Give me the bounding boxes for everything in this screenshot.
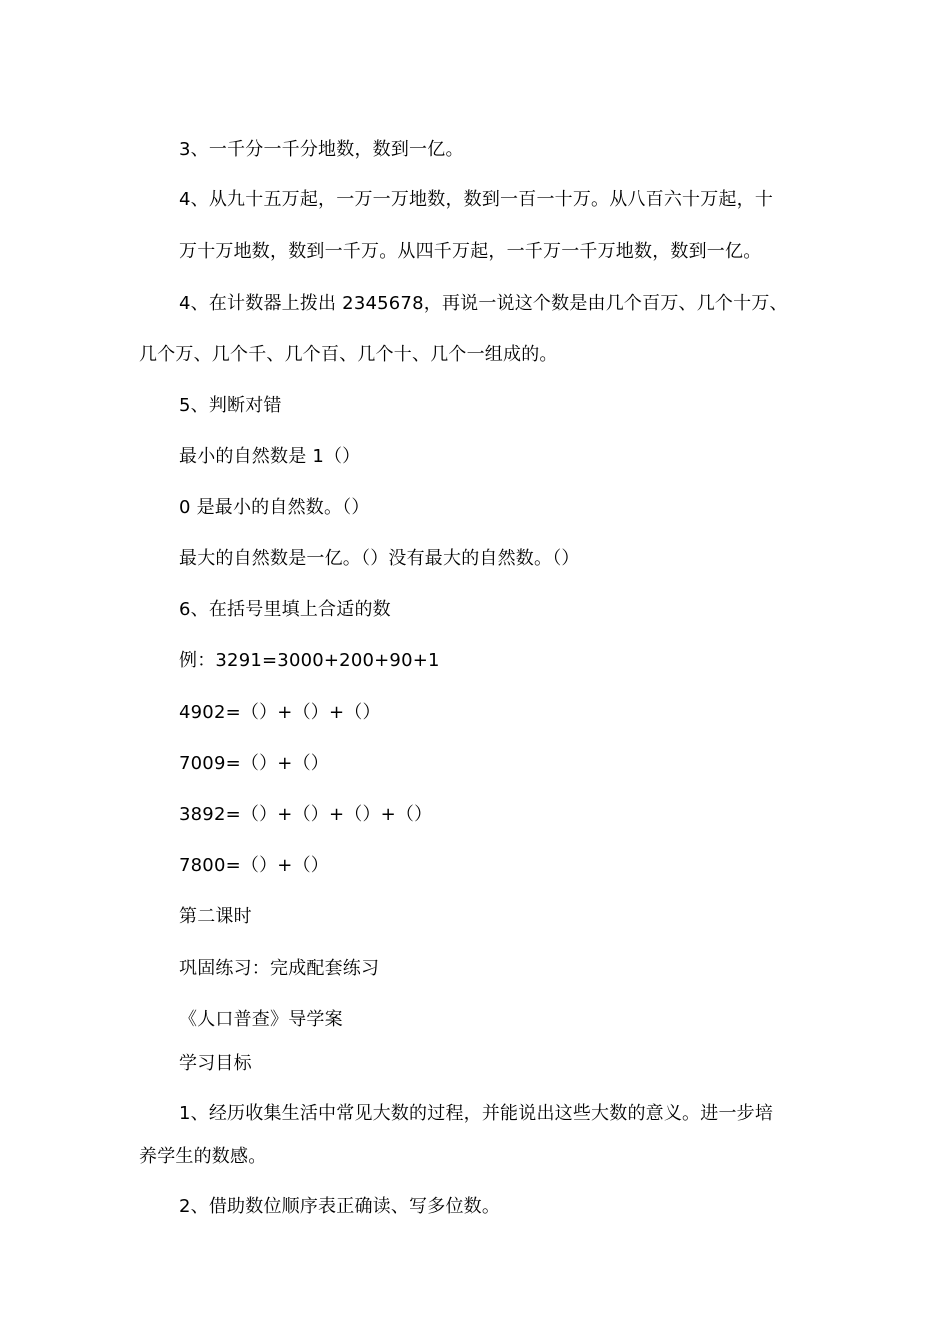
lesson-two-heading: 第二课时 bbox=[179, 906, 252, 927]
section-heading-true-false: 5、判断对错 bbox=[179, 395, 282, 416]
text-line-abacus-2: 几个万、几个千、几个百、几个十、几个一组成的。 bbox=[139, 344, 558, 365]
practice-line: 巩固练习：完成配套练习 bbox=[179, 958, 380, 979]
goal-1-line-1: 1、经历收集生活中常见大数的过程，并能说出这些大数的意义。进一步培 bbox=[179, 1103, 774, 1124]
question-zero-smallest: 0 是最小的自然数。（） bbox=[179, 497, 370, 518]
text-line-count-ranges-2: 万十万地数，数到一千万。从四千万起，一千万一千万地数，数到一亿。 bbox=[179, 241, 762, 262]
question-largest-natural: 最大的自然数是一亿。（）没有最大的自然数。（） bbox=[179, 548, 580, 569]
goal-2-line: 2、借助数位顺序表正确读、写多位数。 bbox=[179, 1196, 501, 1217]
section-heading-fill-numbers: 6、在括号里填上合适的数 bbox=[179, 599, 391, 620]
guide-title: 《人口普查》导学案 bbox=[179, 1009, 343, 1030]
text-line-count-to-yi: 3、一千分一千分地数，数到一亿。 bbox=[179, 139, 464, 160]
example-line: 例：3291=3000+200+90+1 bbox=[179, 650, 440, 671]
text-line-abacus-1: 4、在计数器上拨出 2345678，再说一说这个数是由几个百万、几个十万、 bbox=[179, 293, 788, 314]
exercise-7800: 7800=（）+（） bbox=[179, 855, 329, 876]
question-smallest-natural-1: 最小的自然数是 1（） bbox=[179, 446, 361, 467]
learning-goals-heading: 学习目标 bbox=[179, 1053, 252, 1074]
exercise-7009: 7009=（）+（） bbox=[179, 753, 329, 774]
text-line-count-ranges-1: 4、从九十五万起，一万一万地数，数到一百一十万。从八百六十万起，十 bbox=[179, 189, 774, 210]
exercise-4902: 4902=（）+（）+（） bbox=[179, 702, 381, 723]
goal-1-line-2: 养学生的数感。 bbox=[139, 1146, 267, 1167]
exercise-3892: 3892=（）+（）+（）+（） bbox=[179, 804, 433, 825]
